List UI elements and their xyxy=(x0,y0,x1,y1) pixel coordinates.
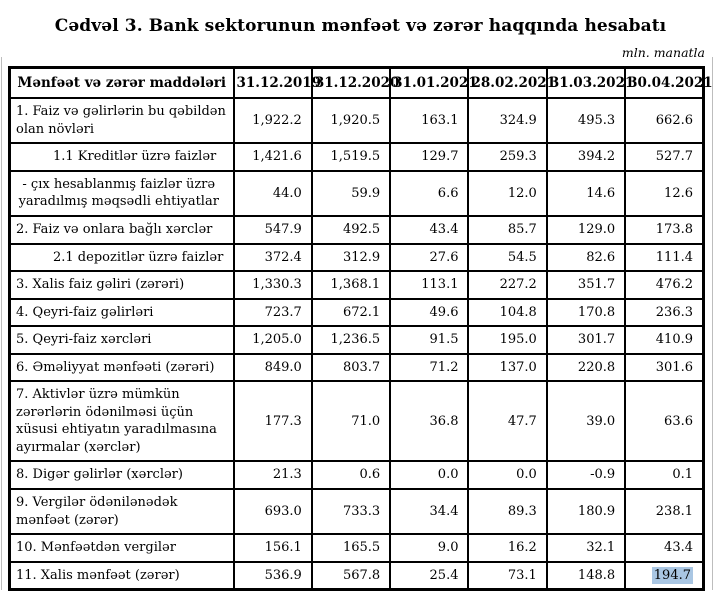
value-cell: 21.3 xyxy=(234,461,312,489)
value-cell: 301.6 xyxy=(625,354,703,382)
value-cell: 113.1 xyxy=(390,271,468,299)
value-cell: 476.2 xyxy=(625,271,703,299)
value-cell: 71.2 xyxy=(390,354,468,382)
value-cell: -0.9 xyxy=(547,461,625,489)
row-label: 5. Qeyri-faiz xərcləri xyxy=(10,326,234,354)
header-date-column: 31.12.2020 xyxy=(312,68,390,99)
value-cell: 137.0 xyxy=(468,354,546,382)
value-cell: 0.6 xyxy=(312,461,390,489)
value-cell: 693.0 xyxy=(234,489,312,534)
value-cell: 82.6 xyxy=(547,244,625,272)
value-cell: 71.0 xyxy=(312,381,390,461)
value-cell: 104.8 xyxy=(468,299,546,327)
row-label: - çıx hesablanmış faizlər üzrə yaradılmış məqsədli ehtiyatlar xyxy=(10,171,234,216)
value-cell: 495.3 xyxy=(547,98,625,143)
value-cell: 301.7 xyxy=(547,326,625,354)
value-cell: 14.6 xyxy=(547,171,625,216)
row-label: 10. Mənfəətdən vergilər xyxy=(10,534,234,562)
value-cell: 25.4 xyxy=(390,562,468,590)
row-label: 1. Faiz və gəlirlərin bu qəbildən olan növləri xyxy=(10,98,234,143)
page-title: Cədvəl 3. Bank sektorunun mənfəət və zərər haqqında hesabatı xyxy=(54,16,667,36)
value-cell: 0.1 xyxy=(625,461,703,489)
value-cell: 34.4 xyxy=(390,489,468,534)
value-cell: 12.0 xyxy=(468,171,546,216)
value-cell: 0.0 xyxy=(468,461,546,489)
value-cell: 180.9 xyxy=(547,489,625,534)
value-cell: 312.9 xyxy=(312,244,390,272)
header-items-column: Mənfəət və zərər maddələri xyxy=(10,68,234,99)
value-cell: 165.5 xyxy=(312,534,390,562)
value-cell: 238.1 xyxy=(625,489,703,534)
table-row xyxy=(10,534,704,562)
value-cell: 662.6 xyxy=(625,98,703,143)
row-label: 3. Xalis faiz gəliri (zərəri) xyxy=(10,271,234,299)
value-cell: 36.8 xyxy=(390,381,468,461)
row-label: 8. Digər gəlirlər (xərclər) xyxy=(10,461,234,489)
row-label: 6. Əməliyyat mənfəəti (zərəri) xyxy=(10,354,234,382)
value-cell: 1,368.1 xyxy=(312,271,390,299)
header-date-column: 31.01.2021 xyxy=(390,68,468,99)
table-row xyxy=(10,216,704,244)
value-cell: 1,205.0 xyxy=(234,326,312,354)
table-row xyxy=(10,98,704,143)
value-cell: 536.9 xyxy=(234,562,312,590)
table-row xyxy=(10,271,704,299)
value-cell: 73.1 xyxy=(468,562,546,590)
value-cell: 259.3 xyxy=(468,143,546,171)
profit-loss-table xyxy=(8,66,713,591)
value-cell: 39.0 xyxy=(547,381,625,461)
table-row xyxy=(10,381,704,461)
value-cell: 129.7 xyxy=(390,143,468,171)
value-cell: 547.9 xyxy=(234,216,312,244)
value-cell: 351.7 xyxy=(547,271,625,299)
row-label: 2.1 depozitlər üzrə faizlər xyxy=(10,244,234,272)
header-date-column: 30.04.2021 xyxy=(625,68,703,99)
table-row xyxy=(10,171,704,216)
value-cell: 12.6 xyxy=(625,171,703,216)
table-row xyxy=(10,143,704,171)
table-header-row xyxy=(10,68,704,99)
value-cell: 170.8 xyxy=(547,299,625,327)
value-cell: 324.9 xyxy=(468,98,546,143)
table-row xyxy=(10,562,704,590)
table-row xyxy=(10,299,704,327)
value-cell: 236.3 xyxy=(625,299,703,327)
value-cell: 1,236.5 xyxy=(312,326,390,354)
unit-note: mln. manatla xyxy=(621,45,705,60)
value-cell: 163.1 xyxy=(390,98,468,143)
value-cell: 177.3 xyxy=(234,381,312,461)
value-cell: 527.7 xyxy=(625,143,703,171)
table-row xyxy=(10,326,704,354)
value-cell: 111.4 xyxy=(625,244,703,272)
value-cell: 1,519.5 xyxy=(312,143,390,171)
value-cell: 567.8 xyxy=(312,562,390,590)
value-cell: 6.6 xyxy=(390,171,468,216)
value-cell: 89.3 xyxy=(468,489,546,534)
value-cell: 849.0 xyxy=(234,354,312,382)
header-date-column: 31.12.2019 xyxy=(234,68,312,99)
value-cell: 394.2 xyxy=(547,143,625,171)
row-label: 2. Faiz və onlara bağlı xərclər xyxy=(10,216,234,244)
value-cell: 1,920.5 xyxy=(312,98,390,143)
value-cell: 44.0 xyxy=(234,171,312,216)
header-date-column: 28.02.2021 xyxy=(468,68,546,99)
value-cell: 195.0 xyxy=(468,326,546,354)
value-cell: 85.7 xyxy=(468,216,546,244)
value-cell: 1,922.2 xyxy=(234,98,312,143)
value-cell: 91.5 xyxy=(390,326,468,354)
value-cell: 410.9 xyxy=(625,326,703,354)
row-label: 9. Vergilər ödənilənədək mənfəət (zərər) xyxy=(10,489,234,534)
value-cell: 49.6 xyxy=(390,299,468,327)
value-cell: 27.6 xyxy=(390,244,468,272)
highlighted-value: 194.7 xyxy=(653,567,691,583)
value-cell: 129.0 xyxy=(547,216,625,244)
table-row xyxy=(10,244,704,272)
value-cell: 372.4 xyxy=(234,244,312,272)
value-cell: 9.0 xyxy=(390,534,468,562)
value-cell: 148.8 xyxy=(547,562,625,590)
table-row xyxy=(10,461,704,489)
value-cell: 16.2 xyxy=(468,534,546,562)
value-cell: 733.3 xyxy=(312,489,390,534)
value-cell: 54.5 xyxy=(468,244,546,272)
value-cell: 672.1 xyxy=(312,299,390,327)
value-cell: 47.7 xyxy=(468,381,546,461)
value-cell: 0.0 xyxy=(390,461,468,489)
value-cell xyxy=(625,562,703,590)
value-cell: 220.8 xyxy=(547,354,625,382)
header-date-column: 31.03.2021 xyxy=(547,68,625,99)
value-cell: 1,421.6 xyxy=(234,143,312,171)
row-label: 4. Qeyri-faiz gəlirləri xyxy=(10,299,234,327)
row-label: 7. Aktivlər üzrə mümkün zərərlərin ödənilməsi üçün xüsusi ehtiyatın yaradılmasına ayırmalar (xərclər) xyxy=(10,381,234,461)
value-cell: 173.8 xyxy=(625,216,703,244)
row-label: 11. Xalis mənfəət (zərər) xyxy=(10,562,234,590)
value-cell: 43.4 xyxy=(390,216,468,244)
value-cell: 227.2 xyxy=(468,271,546,299)
value-cell: 59.9 xyxy=(312,171,390,216)
row-label: 1.1 Kreditlər üzrə faizlər xyxy=(10,143,234,171)
table-row xyxy=(10,354,704,382)
value-cell: 63.6 xyxy=(625,381,703,461)
value-cell: 43.4 xyxy=(625,534,703,562)
value-cell: 32.1 xyxy=(547,534,625,562)
value-cell: 156.1 xyxy=(234,534,312,562)
table-row xyxy=(10,489,704,534)
value-cell: 803.7 xyxy=(312,354,390,382)
value-cell: 1,330.3 xyxy=(234,271,312,299)
value-cell: 723.7 xyxy=(234,299,312,327)
value-cell: 492.5 xyxy=(312,216,390,244)
